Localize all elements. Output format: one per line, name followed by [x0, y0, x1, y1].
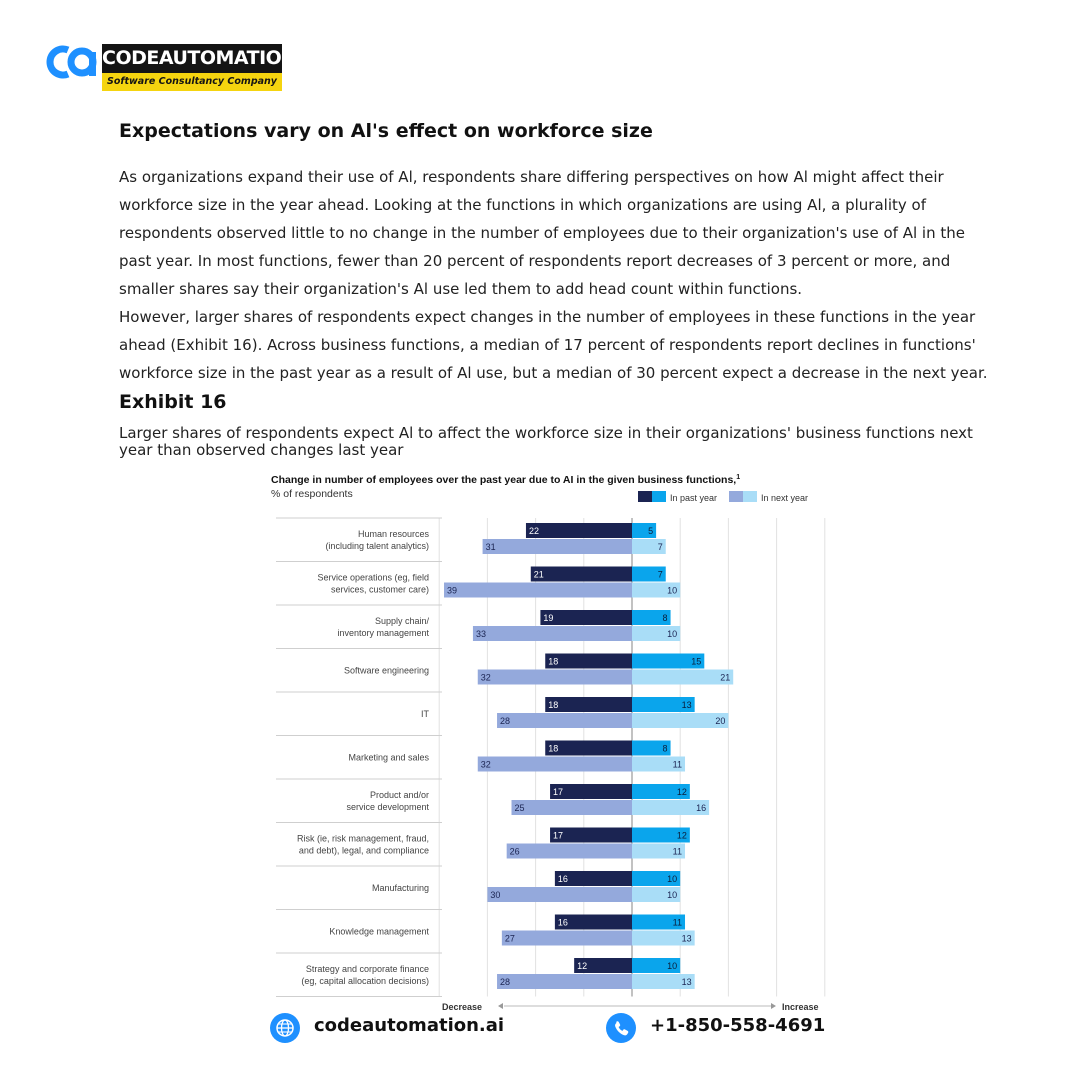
data-label-next-decrease: 28: [500, 716, 511, 726]
data-label-next-decrease: 32: [480, 672, 491, 683]
axis-arrow-right-icon: [771, 1003, 776, 1009]
bar-next-decrease: [497, 713, 632, 728]
brand-name: CODEAUTOMATION: [102, 44, 282, 73]
category-label: Supply chain/: [374, 615, 429, 626]
legend-label-past: In past year: [670, 493, 718, 503]
chart-legend: [638, 491, 808, 503]
category-label: Marketing and sales: [348, 752, 429, 763]
category-label: Product and/or: [369, 789, 429, 800]
bar-next-increase: [632, 670, 733, 685]
legend-swatch-next-increase: [743, 491, 757, 502]
article-body: [119, 163, 999, 387]
workforce-change-chart: [262, 466, 838, 1014]
bar-past-decrease: [540, 610, 632, 625]
legend-label-next: In next year: [761, 493, 809, 503]
chart-row: [317, 567, 680, 598]
data-label-next-decrease: 39: [447, 585, 458, 596]
bar-next-decrease: [473, 626, 632, 641]
legend-swatch-next-decrease: [729, 491, 743, 502]
category-label: IT: [421, 708, 429, 719]
category-label: Knowledge management: [329, 926, 429, 937]
data-label-past-increase: 12: [676, 830, 687, 841]
category-label: (eg, capital allocation decisions): [301, 975, 429, 986]
axis-arrow-left-icon: [498, 1003, 503, 1009]
bar-past-decrease: [531, 567, 632, 582]
axis-label-increase: Increase: [782, 1002, 819, 1012]
phone-number[interactable]: +1-850-558-4691: [650, 1015, 826, 1036]
legend-swatch-past-decrease: [638, 491, 652, 502]
bar-next-increase: [632, 713, 728, 728]
bar-past-decrease: [526, 523, 632, 538]
data-label-next-decrease: 25: [514, 803, 525, 813]
bar-next-decrease: [512, 800, 633, 815]
chart-row: [337, 610, 680, 641]
data-label-past-decrease: 21: [533, 569, 544, 580]
data-label-next-decrease: 27: [504, 933, 515, 944]
article-title: Expectations vary on Al's effect on workforce size: [119, 120, 653, 142]
chart-row: [346, 784, 709, 815]
chart-rows: [276, 518, 772, 1006]
chart-row: [329, 915, 694, 946]
data-label-past-decrease: 16: [557, 874, 568, 884]
website-link[interactable]: codeautomation.ai: [314, 1015, 505, 1036]
data-label-next-increase: 10: [667, 629, 678, 639]
bar-next-decrease: [502, 931, 632, 946]
category-label: Service operations (eg, field: [317, 572, 429, 583]
data-label-next-increase: 7: [657, 542, 663, 552]
bar-next-decrease: [478, 670, 632, 685]
data-label-past-decrease: 18: [548, 656, 559, 667]
category-label: inventory management: [337, 627, 429, 638]
data-label-next-increase: 13: [681, 933, 692, 944]
chart-row: [348, 741, 685, 772]
chart-row: [297, 828, 690, 859]
chart-canvas: [262, 466, 838, 1014]
data-label-past-increase: 12: [676, 787, 687, 797]
bar-next-decrease: [444, 583, 632, 598]
globe-icon: [270, 1013, 300, 1043]
brand-tagline: Software Consultancy Company: [102, 73, 282, 91]
data-label-next-increase: 10: [667, 585, 678, 596]
bar-next-decrease: [483, 539, 632, 554]
data-label-next-decrease: 26: [509, 846, 520, 857]
data-label-next-increase: 21: [720, 672, 731, 683]
chart-title-footnote: 1: [736, 474, 741, 481]
category-label: Risk (ie, risk management, fraud,: [296, 833, 429, 844]
chart-row: [325, 523, 665, 554]
data-label-next-increase: 11: [672, 759, 683, 770]
axis-label-decrease: Decrease: [442, 1002, 483, 1012]
data-label-past-increase: 10: [667, 961, 678, 971]
chart-subtitle: % of respondents: [271, 488, 353, 500]
data-label-past-decrease: 17: [553, 787, 564, 797]
data-label-past-increase: 5: [648, 526, 654, 536]
phone-icon: [606, 1013, 636, 1043]
exhibit-caption: Larger shares of respondents expect Al to affect the workforce size in their organizations' business functions next year than observed changes last year: [119, 424, 973, 459]
chart-row: [372, 871, 680, 902]
data-label-next-decrease: 31: [485, 542, 496, 552]
bar-next-decrease: [507, 844, 632, 859]
article-paragraph: As organizations expand their use of Al, respondents share differing perspectives on how Al might affect their workforce size in the year ahead. Looking at the functions in which organizations are using Al, a plurality of respondents observed little to no change in the number of employees due to their organization's use of Al in the past year. In most functions, fewer than 20 percent of respondents report decreases of 3 percent or more, and smaller shares say their organization's Al use led them to add head count within functions.: [119, 168, 965, 298]
data-label-next-increase: 20: [715, 716, 726, 726]
bar-next-decrease: [497, 974, 632, 989]
data-label-past-decrease: 17: [553, 830, 564, 841]
data-label-past-increase: 8: [662, 743, 668, 754]
data-label-next-decrease: 28: [500, 977, 511, 987]
chart-row: [344, 654, 733, 685]
chart-title: [271, 474, 740, 486]
data-label-next-decrease: 30: [490, 890, 501, 900]
article-paragraph: However, larger shares of respondents expect changes in the number of employees in these functions in the year ahead (Exhibit 16). Across business functions, a median of 17 percent of respondents report declines in functions' workforce size in the past year as a result of Al use, but a median of 30 percent expect a decrease in the next year.: [119, 308, 988, 382]
chart-row: [301, 958, 694, 989]
chart-title-text: Change in number of employees over the past year due to AI in the given business functions,: [271, 474, 737, 486]
legend-swatch-past-increase: [652, 491, 666, 502]
data-label-past-increase: 15: [691, 656, 702, 667]
data-label-next-increase: 13: [681, 977, 692, 987]
chart-axis-direction: [442, 1002, 819, 1012]
data-label-past-decrease: 22: [528, 526, 539, 536]
data-label-next-decrease: 33: [475, 629, 486, 639]
data-label-past-decrease: 18: [548, 743, 559, 754]
category-label: services, customer care): [330, 584, 429, 595]
bar-next-decrease: [487, 887, 632, 902]
exhibit-label: Exhibit 16: [119, 391, 227, 413]
category-label: service development: [346, 801, 429, 812]
data-label-next-increase: 10: [667, 890, 678, 900]
data-label-next-increase: 16: [696, 803, 707, 813]
data-label-past-increase: 7: [657, 569, 663, 580]
data-label-past-increase: 8: [662, 613, 668, 623]
category-label: Software engineering: [343, 665, 429, 676]
chart-row: [421, 697, 728, 728]
data-label-next-increase: 11: [672, 846, 683, 857]
category-label: Manufacturing: [371, 882, 429, 893]
category-label: Human resources: [357, 528, 429, 539]
data-label-past-decrease: 12: [577, 961, 588, 971]
category-label: Strategy and corporate finance: [305, 963, 429, 974]
data-label-past-decrease: 16: [557, 917, 568, 928]
data-label-past-increase: 10: [667, 874, 678, 884]
category-label: and debt), legal, and compliance: [298, 845, 429, 856]
category-label: (including talent analytics): [325, 540, 429, 551]
data-label-past-decrease: 19: [543, 613, 554, 623]
data-label-past-decrease: 18: [548, 700, 559, 710]
brand-logo: [44, 42, 297, 92]
data-label-next-decrease: 32: [480, 759, 491, 770]
brand-mark-icon: [44, 44, 100, 80]
data-label-past-increase: 13: [681, 700, 692, 710]
data-label-past-increase: 11: [672, 917, 683, 928]
bar-next-decrease: [478, 757, 632, 772]
